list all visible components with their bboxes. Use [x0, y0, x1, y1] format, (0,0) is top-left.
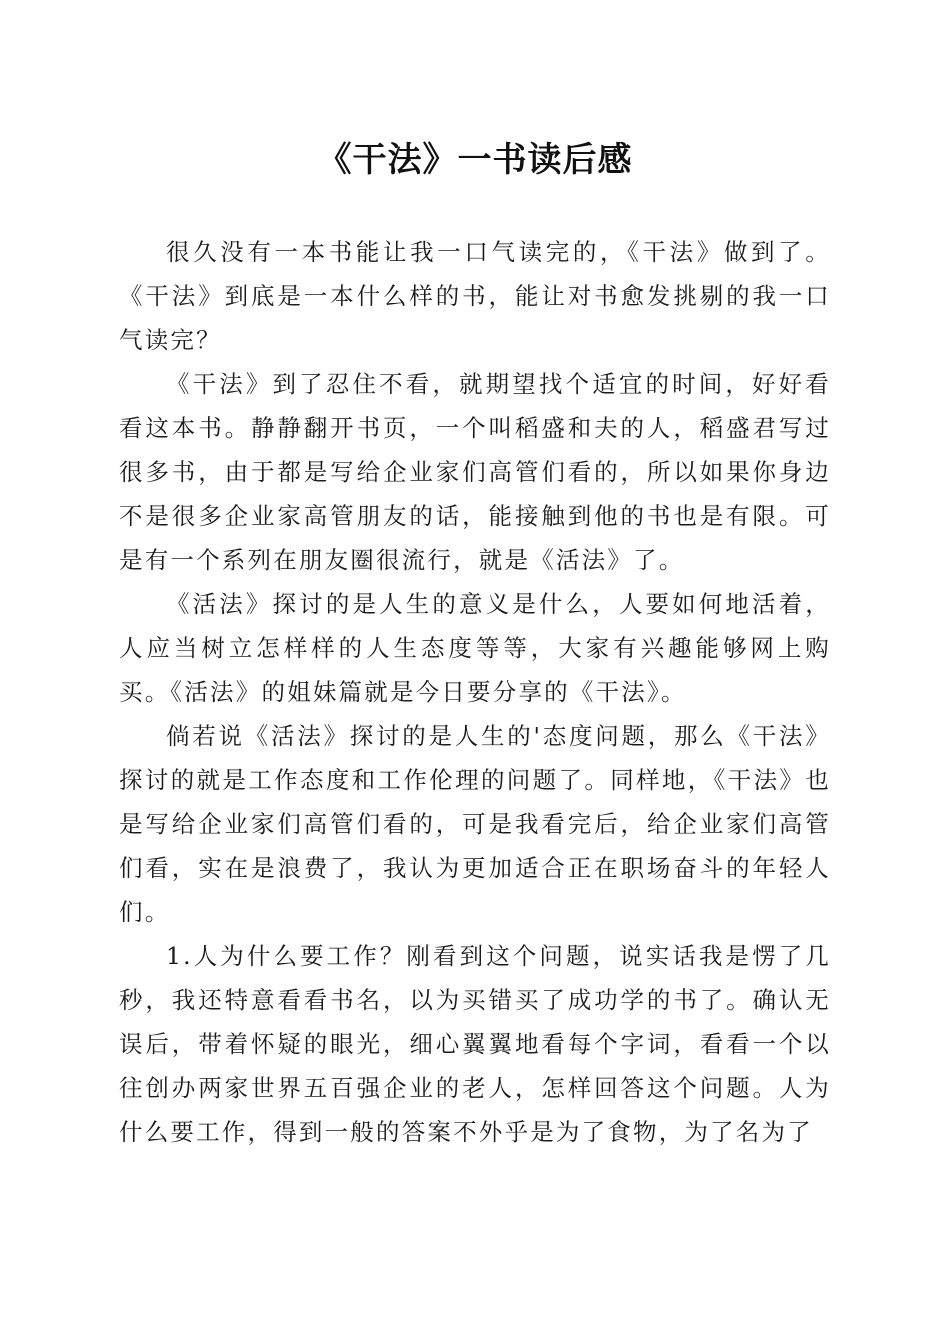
paragraph-3: 《活法》探讨的是人生的意义是什么，人要如何地活着，人应当树立怎样样的人生态度等等，大家有兴趣能够网上购买。《活法》的姐妹篇就是今日要分享的《干法》。: [119, 590, 831, 706]
paragraph-5: 1.人为什么要工作？刚看到这个问题，说实话我是愣了几秒，我还特意看看书名，以为买错买了成功学的书了。确认无误后，带着怀疑的眼光，细心翼翼地看每个字词，看看一个以往创办两家世界五百强企业的老人，怎样回答这个问题。人为什么要工作，得到一般的答案不外乎是为了食物，为了名为了: [119, 942, 831, 1146]
document-title: 《干法》一书读后感: [317, 140, 633, 180]
paragraph-2: 《干法》到了忍住不看，就期望找个适宜的时间，好好看看这本书。静静翻开书页，一个叫稻盛和夫的人，稻盛君写过很多书，由于都是写给企业家们高管们看的，所以如果你身边不是很多企业家高管朋友的话，能接触到他的书也是有限。可是有一个系列在朋友圈很流行，就是《活法》了。: [119, 370, 831, 574]
document-body: [119, 230, 831, 1154]
paragraph-1: 很久没有一本书能让我一口气读完的，《干法》做到了。《干法》到底是一本什么样的书，能让对书愈发挑剔的我一口气读完？: [119, 238, 831, 354]
paragraph-4: 倘若说《活法》探讨的是人生的'态度问题，那么《干法》探讨的就是工作态度和工作伦理的问题了。同样地，《干法》也是写给企业家们高管们看的，可是我看完后，给企业家们高管们看，实在是浪费了，我认为更加适合正在职场奋斗的年轻人们。: [119, 722, 831, 926]
